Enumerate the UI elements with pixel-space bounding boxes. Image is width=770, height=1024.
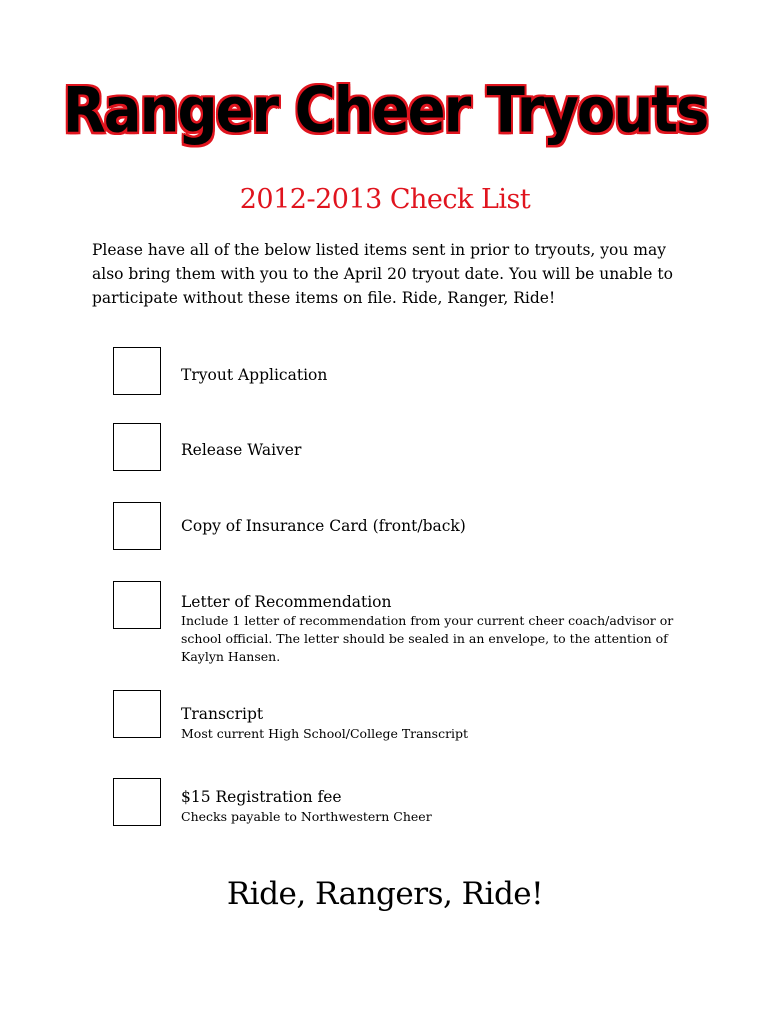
intro-text: Please have all of the below listed items sent in prior to tryouts, you may also bring them with you to the April 20 tryout date. You will be unable to participate without these items on file. Ride, Ranger, Ride! bbox=[92, 241, 673, 307]
footer-slogan: Ride, Rangers, Ride! bbox=[226, 876, 544, 912]
item-label-release-waiver: Release Waiver bbox=[181, 441, 302, 459]
checkbox-release-waiver[interactable] bbox=[113, 423, 161, 471]
item-label-insurance-card: Copy of Insurance Card (front/back) bbox=[181, 517, 466, 535]
checkbox-tryout-application[interactable] bbox=[113, 347, 161, 395]
page-title: Ranger Cheer Tryouts bbox=[62, 74, 708, 148]
item-description-letter-of-recommendation: Include 1 letter of recommendation from your current cheer coach/advisor or school official. The letter should be sealed in an envelope, to the attention of Kaylyn Hansen. bbox=[181, 613, 674, 664]
checkbox-insurance-card[interactable] bbox=[113, 502, 161, 550]
item-label-transcript: Transcript bbox=[181, 705, 264, 723]
item-label-registration-fee: $15 Registration fee bbox=[181, 788, 342, 806]
intro-paragraph bbox=[92, 238, 682, 310]
item-description-transcript: Most current High School/College Transcript bbox=[181, 726, 469, 741]
item-label-tryout-application: Tryout Application bbox=[181, 366, 328, 384]
item-description-registration-fee: Checks payable to Northwestern Cheer bbox=[181, 809, 432, 824]
checklist-subtitle: 2012-2013 Check List bbox=[239, 184, 531, 215]
item-label-letter-of-recommendation: Letter of Recommendation bbox=[181, 593, 392, 611]
checkbox-transcript[interactable] bbox=[113, 690, 161, 738]
checkbox-letter-of-recommendation[interactable] bbox=[113, 581, 161, 629]
checkbox-registration-fee[interactable] bbox=[113, 778, 161, 826]
